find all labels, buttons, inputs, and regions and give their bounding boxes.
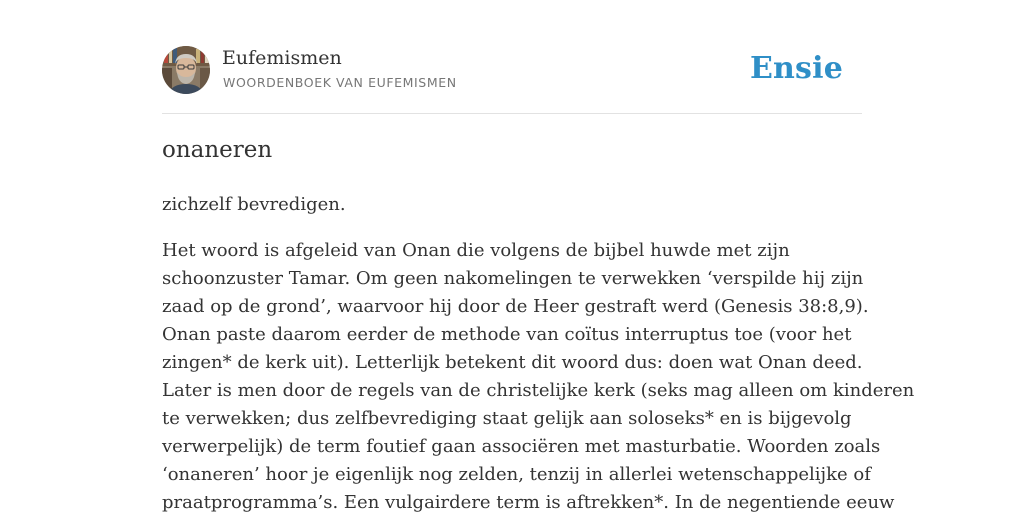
description-line: schoonzuster Tamar. Om geen nakomelingen te verwekken ‘verspilde hij zijn <box>162 268 864 289</box>
entry-description <box>162 237 915 512</box>
dictionary-subtitle: WOORDENBOEK VAN EUFEMISMEN <box>223 75 457 90</box>
description-line: Onan paste daarom eerder de methode van coïtus interruptus toe (voor het <box>162 324 852 345</box>
brand-logo-link[interactable]: Ensie <box>749 51 843 86</box>
description-line: verwerpelijk) de term foutief gaan associëren met masturbatie. Woorden zoals <box>162 436 881 457</box>
description-line: Later is men door de regels van de christelijke kerk (seks mag alleen om kinderen <box>162 380 915 401</box>
description-line: zaad op de grond’, waarvoor hij door de Heer gestraft werd (Genesis 38:8,9). <box>162 296 869 317</box>
description-line: te verwekken; dus zelfbevrediging staat gelijk aan soloseks* en is bijgevolg <box>162 408 852 429</box>
author-avatar[interactable] <box>162 46 210 94</box>
description-line: Het woord is afgeleid van Onan die volgens de bijbel huwde met zijn <box>162 240 790 261</box>
dictionary-name-link[interactable]: Eufemismen <box>222 47 342 69</box>
entry-short-definition: zichzelf bevredigen. <box>162 194 346 215</box>
description-line: ‘onaneren’ hoor je eigenlijk nog zelden, tenzij in allerlei wetenschappelijke of <box>162 464 871 485</box>
entry-term: onaneren <box>162 137 273 163</box>
dictionary-header <box>162 46 862 96</box>
description-line: praatprogramma’s. Een vulgairdere term is aftrekken*. In de negentiende eeuw <box>162 492 895 512</box>
header-divider <box>162 113 862 114</box>
author-portrait-image <box>162 46 210 94</box>
description-line: zingen* de kerk uit). Letterlijk betekent dit woord dus: doen wat Onan deed. <box>162 352 863 373</box>
